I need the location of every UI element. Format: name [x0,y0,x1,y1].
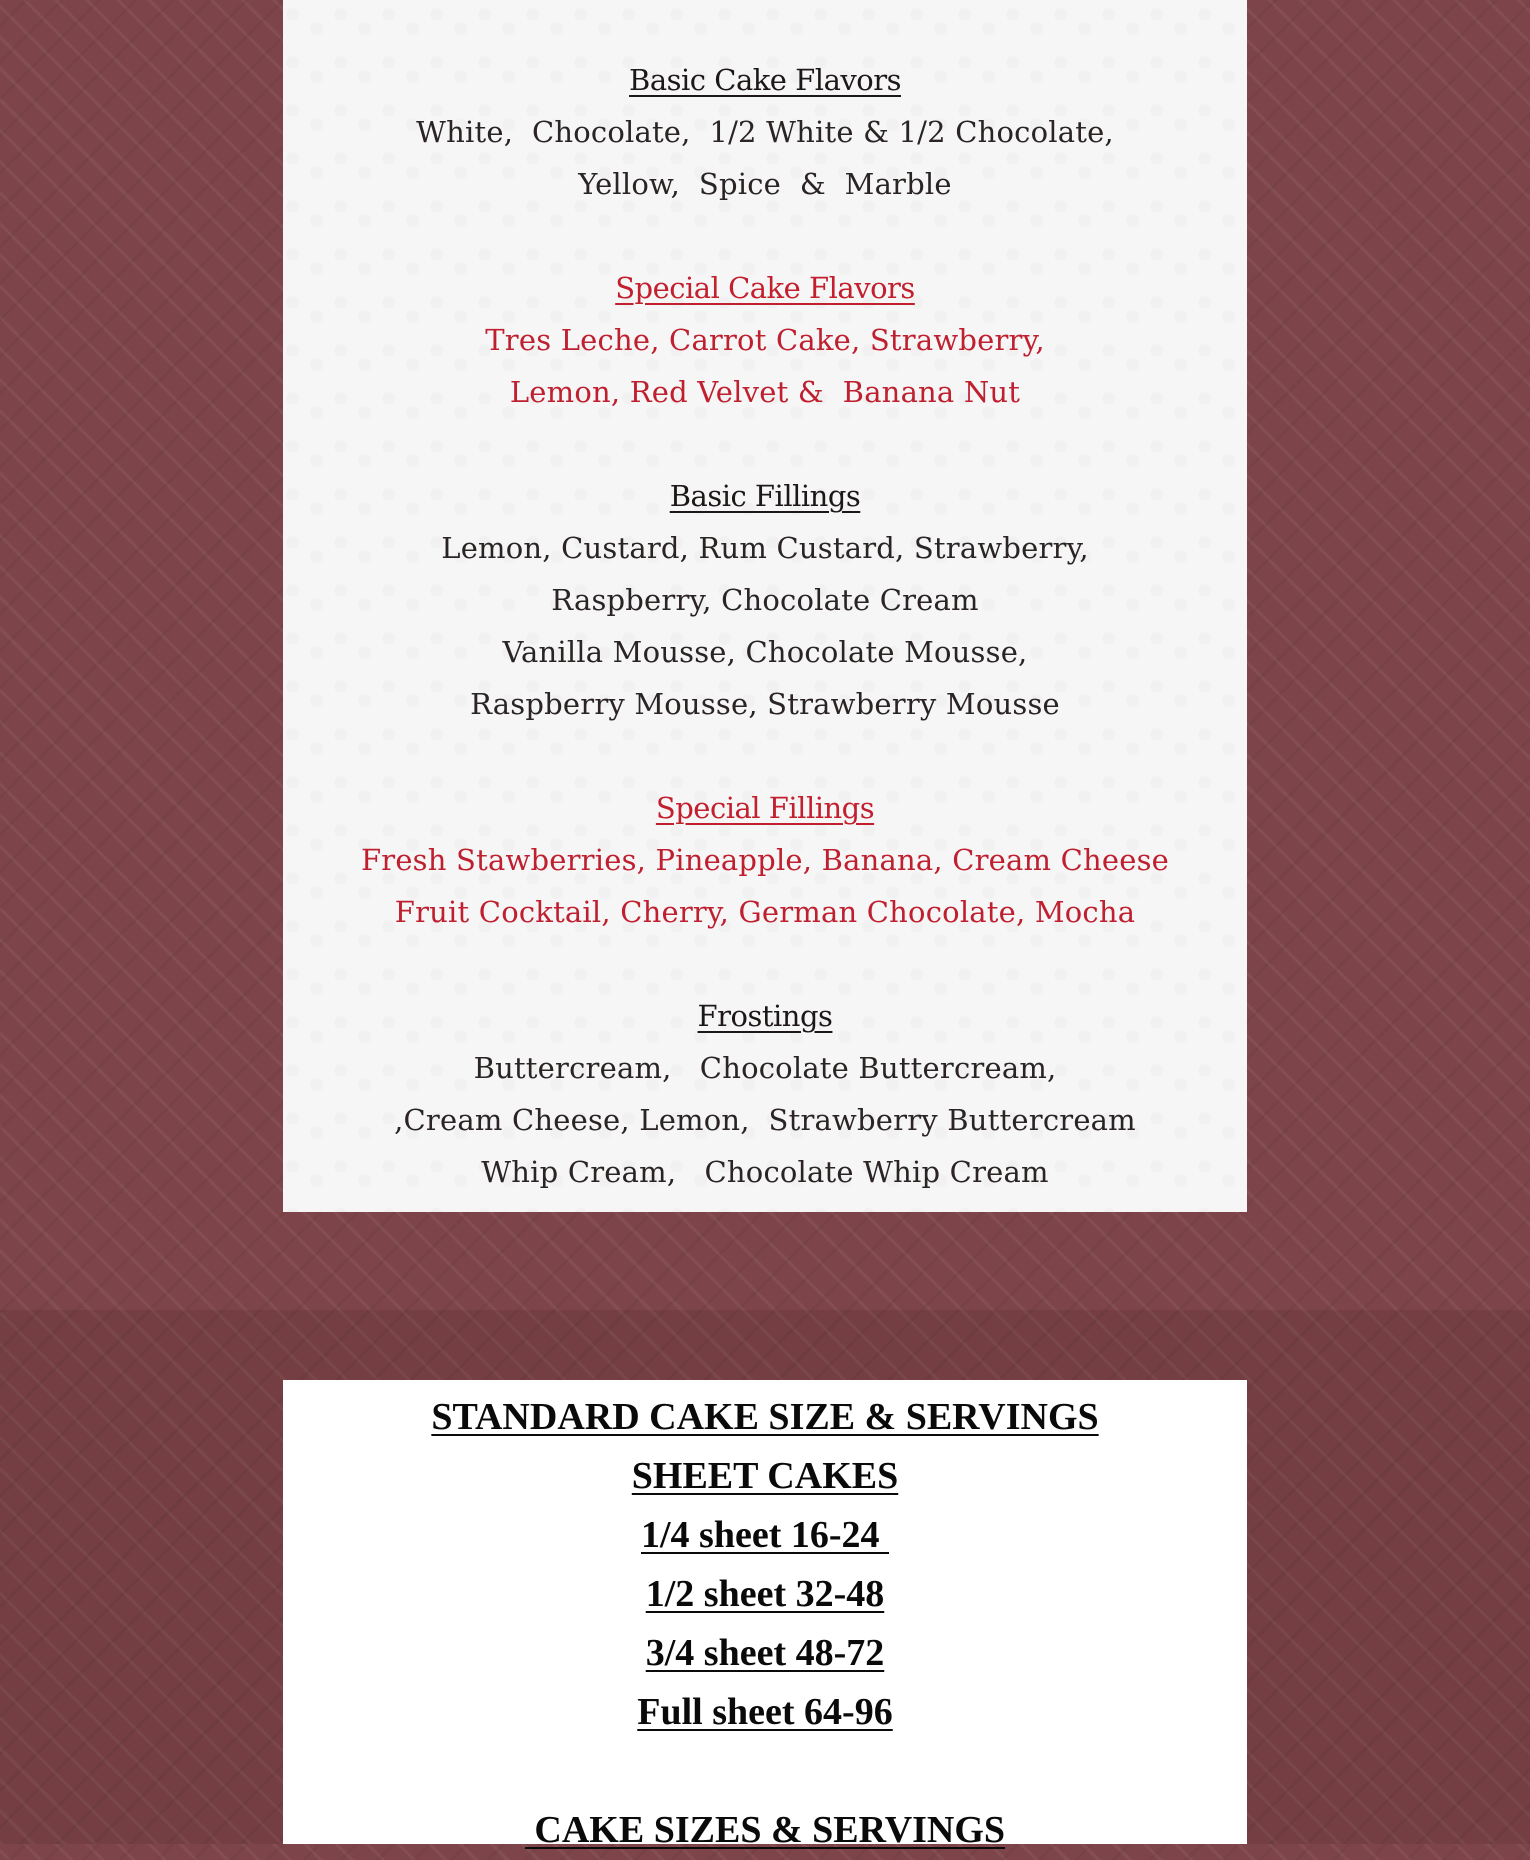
menu-line: Buttercream, Chocolate Buttercream, [473,1051,1057,1085]
size-row: 3/4 sheet 48-72 [645,1632,885,1674]
menu-line: Yellow, Spice & Marble [578,167,952,201]
section-heading: Frostings [697,999,833,1033]
menu-line: Lemon, Red Velvet & Banana Nut [509,375,1021,409]
menu-line: Raspberry Mousse, Strawberry Mousse [470,687,1060,721]
menu-line: White, Chocolate, 1/2 White & 1/2 Chocolate, [416,115,1114,149]
menu-line: Tres Leche, Carrot Cake, Strawberry, [485,323,1045,357]
section-heading: Basic Fillings [669,479,861,513]
menu-line: Fruit Cocktail, Cherry, German Chocolate, Mocha [394,895,1136,929]
menu-line: Whip Cream, Chocolate Whip Cream [481,1155,1049,1189]
sizes-title: STANDARD CAKE SIZE & SERVINGS [431,1396,1099,1438]
size-row: Full sheet 64-96 [637,1691,893,1733]
basic-fillings-section [283,470,1247,730]
menu-line: Vanilla Mousse, Chocolate Mousse, [502,635,1028,669]
section-heading: Special Fillings [655,791,875,825]
spacer [283,1742,1247,1801]
basic-cake-flavors-section [283,54,1247,210]
special-fillings-section [283,782,1247,938]
menu-line: Raspberry, Chocolate Cream [551,583,979,617]
size-row: 1/2 sheet 32-48 [645,1573,885,1615]
size-row: 1/4 sheet 16-24 [640,1514,890,1556]
menu-line: Fresh Stawberries, Pineapple, Banana, Cream Cheese [360,843,1170,877]
special-cake-flavors-section [283,262,1247,418]
section-heading: Special Cake Flavors [615,271,915,305]
sheet-cakes-heading: SHEET CAKES [631,1455,899,1497]
cake-sizes-heading: CAKE SIZES & SERVINGS [524,1809,1006,1851]
section-heading: Basic Cake Flavors [629,63,901,97]
cake-sizes-menu [283,1380,1247,1851]
frostings-section [283,990,1247,1198]
menu-line: ,Cream Cheese, Lemon, Strawberry Buttercream [394,1103,1136,1137]
cake-flavors-menu [283,0,1247,1212]
menu-line: Lemon, Custard, Rum Custard, Strawberry, [441,531,1089,565]
